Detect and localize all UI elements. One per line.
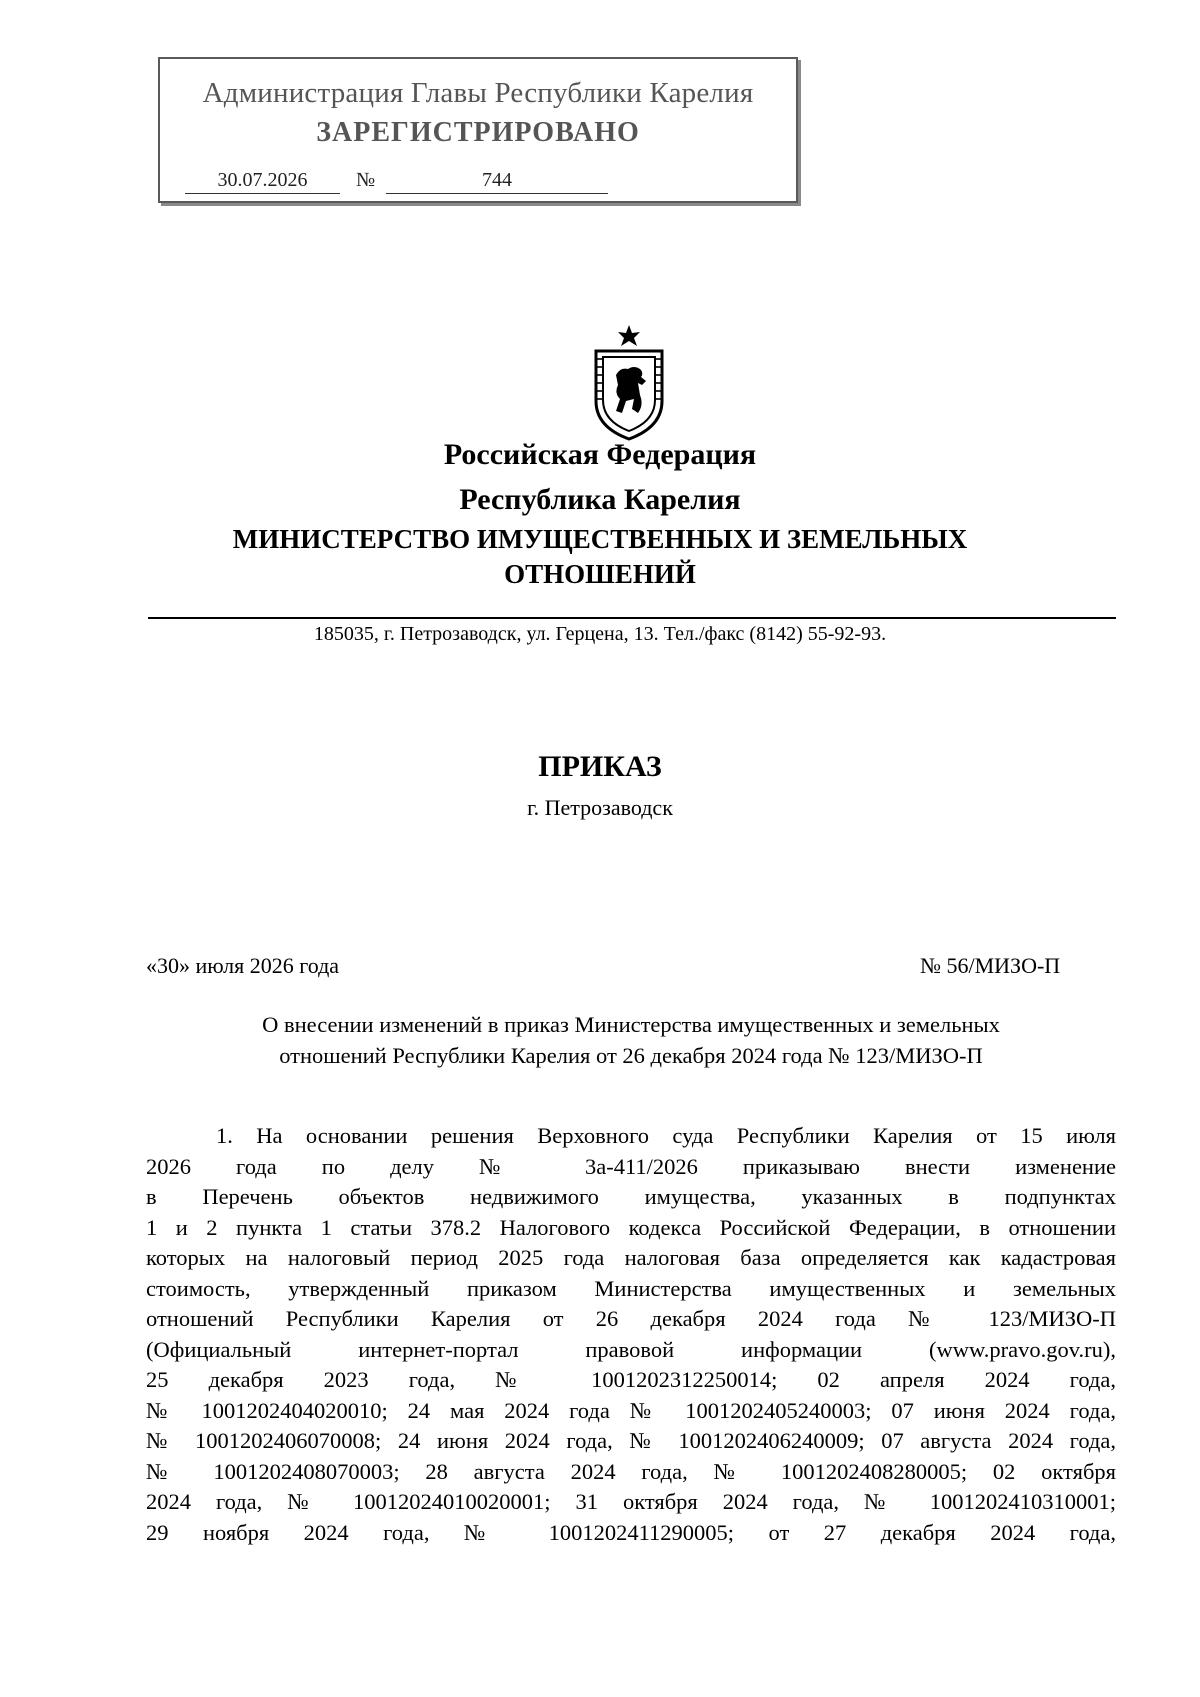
republic-heading: Республика Карелия (459, 483, 741, 516)
body-line: 2026 года по делу № 3а-411/2026 приказываю внести изменение (146, 1153, 1116, 1179)
body-line: в Перечень объектов недвижимого имущества, указанных в подпунктах (146, 1184, 1116, 1209)
body-line: (Официальный интернет-портал правовой информации (www.pravo.gov.ru), (146, 1336, 1116, 1362)
stamp-number-label: № (356, 169, 376, 191)
order-date: «30» июля 2026 года (146, 953, 340, 978)
stamp-organization: Администрация Главы Республики Карелия (202, 77, 754, 109)
header-divider (148, 617, 1116, 619)
body-line: которых на налоговый период 2025 года налоговая база определяется как кадастровая (146, 1245, 1116, 1270)
order-subject-line: отношений Республики Карелия от 26 декабря 2024 года № 123/МИЗО-П (279, 1043, 983, 1068)
body-line: 29 ноября 2024 года, № 1001202411290005; от 27 декабря 2024 года, (146, 1519, 1116, 1545)
body-line: 1. На основании решения Верховного суда Республики Карелия от 15 июля (216, 1123, 1116, 1148)
ministry-heading-line1: МИНИСТЕРСТВО ИМУЩЕСТВЕННЫХ И ЗЕМЕЛЬНЫХ (232, 524, 968, 554)
order-body (146, 1121, 1116, 1548)
order-subject (146, 1009, 1116, 1071)
stamp-status: ЗАРЕГИСТРИРОВАНО (316, 117, 640, 148)
body-line: 1 и 2 пункта 1 статьи 378.2 Налогового кодекса Российской Федерации, в отношении (146, 1214, 1116, 1240)
country-heading: Российская Федерация (443, 438, 757, 471)
body-line: 2024 года, № 10012024010020001; 31 октября 2024 года, № 1001202410310001; (146, 1489, 1116, 1514)
body-line: стоимость, утвержденный приказом Министерства имущественных и земельных (146, 1275, 1116, 1301)
order-city: г. Петрозаводск (527, 795, 673, 820)
coat-of-arms-icon (584, 323, 674, 441)
order-number: № 56/МИЗО-П (920, 953, 1061, 978)
registration-stamp (158, 57, 798, 203)
body-line: № 1001202406070008; 24 июня 2024 года, № 1001202406240009; 07 августа 2024 года, (146, 1428, 1116, 1453)
ministry-heading-line2: ОТНОШЕНИЙ (504, 559, 696, 589)
body-line: № 1001202408070003; 28 августа 2024 года, № 1001202408280005; 02 октября (146, 1458, 1116, 1484)
body-line: отношений Республики Карелия от 26 декабря 2024 года № 123/МИЗО-П (146, 1306, 1116, 1331)
order-title: ПРИКАЗ (538, 750, 662, 783)
ministry-address: 185035, г. Петрозаводск, ул. Герцена, 13. Тел./факс (8142) 55-92-93. (313, 623, 887, 645)
body-line: № 1001202404020010; 24 мая 2024 года № 1001202405240003; 07 июня 2024 года, (146, 1397, 1116, 1423)
order-subject-line: О внесении изменений в приказ Министерства имущественных и земельных (262, 1012, 1000, 1037)
stamp-date: 30.07.2026 (185, 169, 340, 194)
body-line: 25 декабря 2023 года, № 1001202312250014; 02 апреля 2024 года, (146, 1367, 1116, 1392)
stamp-number: 744 (386, 169, 608, 194)
